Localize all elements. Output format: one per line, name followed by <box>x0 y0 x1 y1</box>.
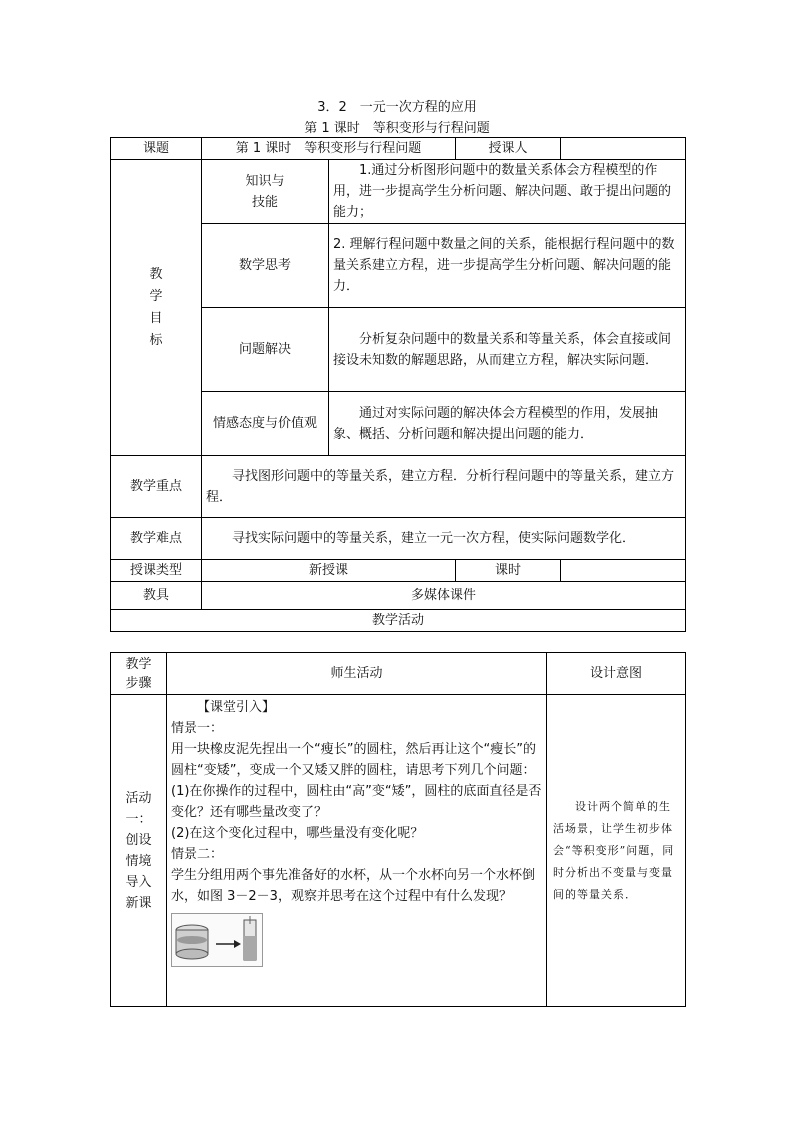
scene2-text: 学生分组用两个事先准备好的水杯，从一个水杯向另一个水杯倒水，如图 3－2－3，观察并思考在这个过程中有什么发现？ <box>171 868 536 904</box>
objective-text-problem: 分析复杂问题中的数量关系和等量关系，体会直接或间接设未知数的解题思路，从而建立方程，解决实际问题． <box>329 308 686 392</box>
tools-label: 教具 <box>111 582 202 610</box>
type-value: 新授课 <box>202 560 456 582</box>
topic-label: 课题 <box>111 138 202 160</box>
hours-value <box>561 560 686 582</box>
objective-text-knowledge: 1.通过分析图形问题中的数量关系体会方程模型的作用，进一步提高学生分析问题、解决问题、敢于提出问题的能力； <box>329 160 686 224</box>
tools-value: 多媒体课件 <box>202 582 686 610</box>
objectives-label-char: 学 <box>149 288 163 304</box>
key-points-text: 寻找图形问题中的等量关系，建立方程．分析行程问题中的等量关系，建立方程． <box>202 456 686 518</box>
header-activity: 师生活动 <box>167 653 547 695</box>
objective-name-thinking: 数学思考 <box>202 224 329 308</box>
hours-label: 课时 <box>456 560 561 582</box>
objective-text-attitude: 通过对实际问题的解决体会方程模型的作用，发展抽象、概括、分析问题和解决提出问题的能力． <box>329 392 686 456</box>
objective-text-thinking: 2. 理解行程问题中数量之间的关系，能根据行程问题中的数量关系建立方程，进一步提高学生分析问题、解决问题的能力． <box>329 224 686 308</box>
design-intent <box>547 695 686 1007</box>
scene1-label: 情景一： <box>171 721 224 736</box>
water-cup-figure <box>171 913 263 967</box>
topic-value: 第 1 课时 等积变形与行程问题 <box>202 138 456 160</box>
objectives-label <box>111 160 202 456</box>
activity-table <box>110 652 686 1007</box>
scene2-label: 情景二： <box>171 847 224 862</box>
difficulty-label: 教学难点 <box>111 518 202 560</box>
water-cup-illustration <box>172 914 262 966</box>
step-label: 活动 一： 创设 情境 导入 新课 <box>111 695 167 1007</box>
scene1-text: 用一块橡皮泥先捏出一个“瘦长”的圆柱，然后再让这个“瘦长”的圆柱“变矮”，变成一个又矮又胖的圆柱，请思考下列几个问题： <box>171 742 536 778</box>
teacher-label: 授课人 <box>456 138 561 160</box>
teacher-value <box>561 138 686 160</box>
activity-content <box>167 695 547 1007</box>
objectives-label-char: 教 <box>149 266 163 282</box>
objectives-label-char: 目 <box>149 310 163 326</box>
page-subtitle: 第 1 课时 等积变形与行程问题 <box>304 121 490 136</box>
question-1: (1)在你操作的过程中，圆柱由“高”变“矮”，圆柱的底面直径是否变化？还有哪些量改变了？ <box>171 784 542 820</box>
objective-name-attitude: 情感态度与价值观 <box>202 392 329 456</box>
lesson-plan-table <box>110 137 686 632</box>
objective-name-problem: 问题解决 <box>202 308 329 392</box>
objective-name-knowledge: 知识与 技能 <box>202 160 329 224</box>
difficulty-text: 寻找实际问题中的等量关系，建立一元一次方程，使实际问题数学化． <box>202 518 686 560</box>
section-heading: 【课堂引入】 <box>197 700 276 715</box>
header-intent: 设计意图 <box>547 653 686 695</box>
question-2: (2)在这个变化过程中，哪些量没有变化呢？ <box>171 826 424 841</box>
page-title: 3．2 一元一次方程的应用 <box>317 100 477 115</box>
key-points-label: 教学重点 <box>111 456 202 518</box>
objectives-label-char: 标 <box>149 332 163 348</box>
header-steps: 教学 步骤 <box>111 653 167 695</box>
design-intent-text: 设计两个简单的生活场景，让学生初步体会“等积变形”问题，同时分析出不变量与变量间的等量关系． <box>553 799 675 901</box>
type-label: 授课类型 <box>111 560 202 582</box>
activity-section-title: 教学活动 <box>111 610 686 632</box>
